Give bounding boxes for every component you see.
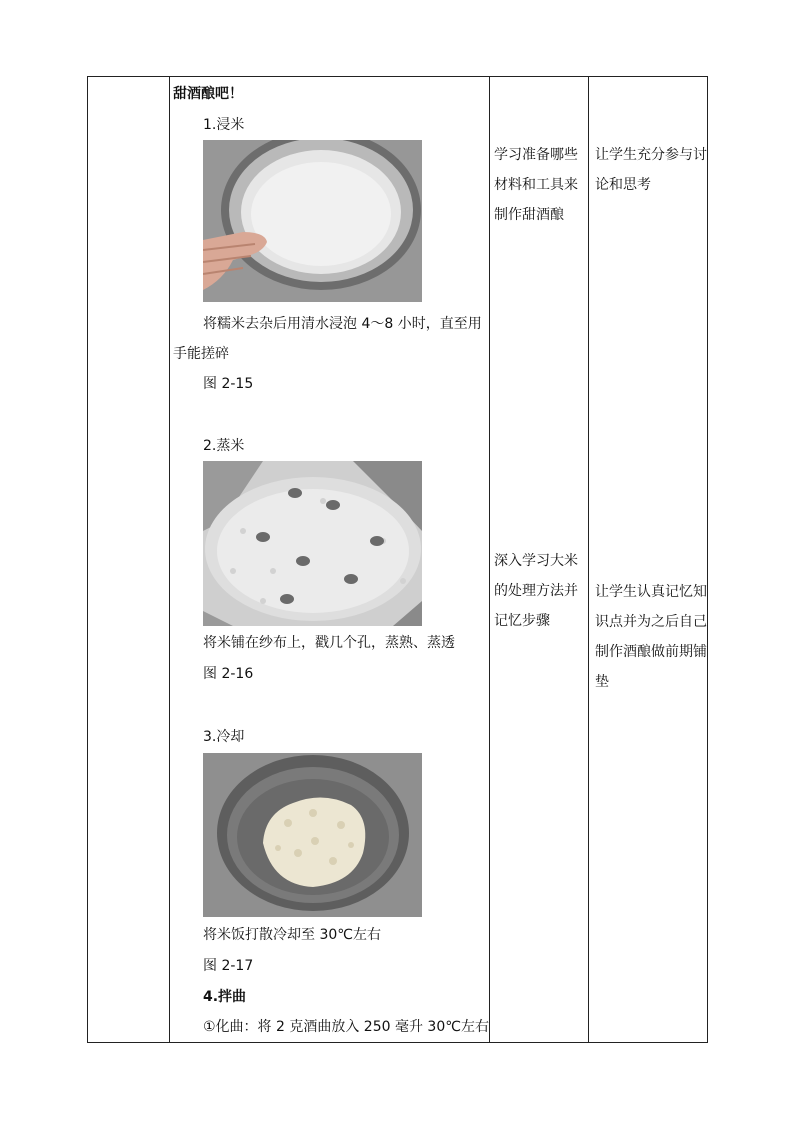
column-divider-2 (489, 77, 490, 1042)
figure-2-17-caption: 图 2-17 (203, 958, 254, 974)
photo-soaking-rice (203, 140, 422, 302)
step3-title: 3.冷却 (203, 729, 245, 745)
step4-title: 4.拌曲 (203, 989, 247, 1005)
intro-text: 甜酒酿吧！ (173, 86, 243, 102)
step3-text: 将米饭打散冷却至 30℃左右 (203, 927, 381, 943)
design-intent-1: 让学生充分参与讨论和思考 (595, 147, 707, 193)
step4-text: ①化曲：将 2 克酒曲放入 250 毫升 30℃左右 (203, 1019, 489, 1035)
photo-steaming-rice (203, 461, 422, 626)
figure-2-16-caption: 图 2-16 (203, 666, 254, 682)
step1-text-line1: 将糯米去杂后用清水浸泡 4～8 小时，直至用 (203, 316, 482, 332)
figure-2-15-caption: 图 2-15 (203, 376, 254, 392)
student-activity-2: 深入学习大米的处理方法并记忆步骤 (494, 553, 578, 629)
design-intent-2: 让学生认真记忆知识点并为之后自己制作酒酿做前期铺垫 (595, 584, 707, 690)
step1-text-line2: 手能搓碎 (173, 346, 229, 362)
step2-text: 将米铺在纱布上，戳几个孔，蒸熟、蒸透 (203, 635, 455, 651)
step2-title: 2.蒸米 (203, 438, 245, 454)
column-divider-1 (169, 77, 170, 1042)
step1-title: 1.浸米 (203, 117, 245, 133)
student-activity-1: 学习准备哪些材料和工具来制作甜酒酿 (494, 147, 578, 223)
photo-cooling-rice (203, 753, 422, 917)
column-divider-3 (588, 77, 589, 1042)
